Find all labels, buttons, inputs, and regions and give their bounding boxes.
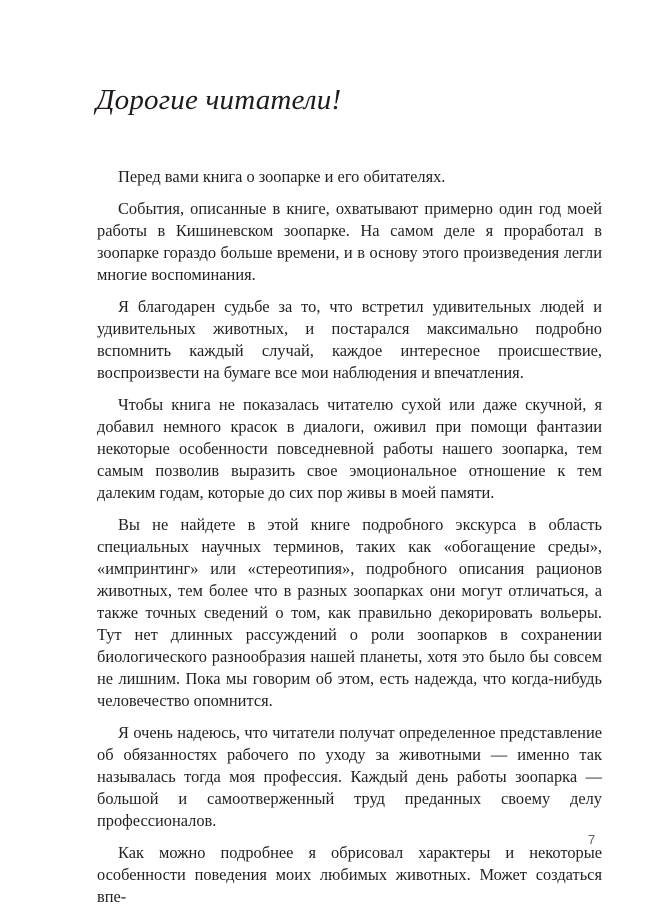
- page-number: 7: [588, 832, 596, 847]
- paragraph-1: Перед вами книга о зоопарке и его обитателях.: [118, 167, 446, 186]
- body-text: [97, 166, 602, 918]
- paragraph-2: События, описанные в книге, охватывают примерно один год моей работы в Кишиневском зоопарке. На самом деле я проработал в зоопарке гораздо больше времени, и в основу этого произведения легли многие воспоминания.: [97, 199, 602, 284]
- paragraph-5: Вы не найдете в этой книге подробного экскурса в область специальных научных терминов, таких как «обогащение среды», «импринтинг» или «стереотипия», подробного описания рационов животных, тем более что в разных зоопарках они могут отличаться, а также точных сведений о том, как правильно декорировать вольеры. Тут нет длинных рассуждений о роли зоопарков в сохранении биологического разнообразия нашей планеты, хотя это было бы совсем не лишним. Пока мы говорим об этом, есть надежда, что когда-нибудь человечество опомнится.: [97, 515, 602, 710]
- paragraph-7: Как можно подробнее я обрисовал характеры и некоторые особенности поведения моих любимых животных. Может создаться впе-: [97, 843, 602, 906]
- paragraph-6: Я очень надеюсь, что читатели получат определенное представление об обязанностях рабочего по уходу за животными — именно так называлась тогда моя профессия. Каждый день работы зоопарка — большой и самоотверженный труд преданных своему делу профессионалов.: [97, 723, 602, 830]
- paragraph-3: Я благодарен судьбе за то, что встретил удивительных людей и удивительных животных, и постарался максимально подробно вспомнить каждый случай, каждое интересное происшествие, воспроизвести на бумаге все мои наблюдения и впечатления.: [97, 297, 602, 382]
- paragraph-4: Чтобы книга не показалась читателю сухой или даже скучной, я добавил немного красок в диалоги, оживил при помощи фантазии некоторые особенности повседневной работы нашего зоопарка, тем самым позволив выразить свое эмоциональное отношение к тем далеким годам, которые до сих пор живы в моей памяти.: [97, 395, 602, 502]
- page-title: Дорогие читатели!: [96, 84, 342, 116]
